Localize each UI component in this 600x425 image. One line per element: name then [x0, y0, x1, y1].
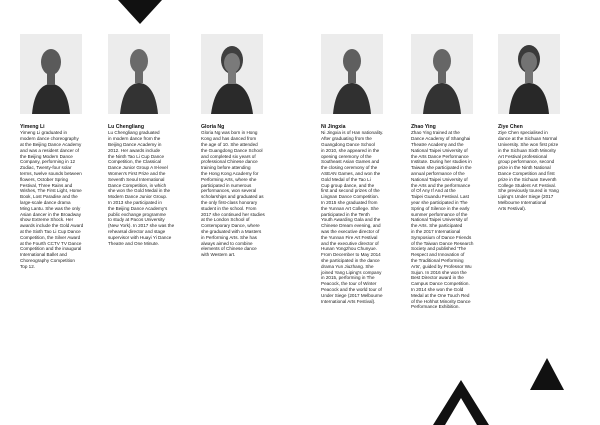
person-bio: Ziye Chen specialised in dance at the Sichuan Normal University. She won first prize in the Sichuan Sixth Minority Art Festival professional group performance, second prize in the Ninth National Dance Competition and first prize in the Sichuan Seventh College Student Art Festival. She previously toured in Yang Liping's Under Siege (2017 Melbourne International Arts Festival). — [498, 130, 559, 211]
portrait-photo — [201, 34, 263, 114]
person-bio: Gloria Ng was born in Hong Kong and has danced from the age of 10. She attended the Guangdong Dance School and completed six years of professional Chinese dance training before attending the Hong Kong Academy for Performing Arts, where she participated in numerous performances, won several scholarships and graduated as the only first-class honorary student in the school. From 2017 she continued her studies at the London School of Contemporary Dance, where she graduated with a Masters in Performing Arts. She has always aimed to combine elements of Chinese dance with Western art. — [201, 130, 265, 258]
portrait-photo — [321, 34, 383, 114]
profile-card — [498, 34, 586, 212]
person-bio: Lu Chengliang graduated in modern dance from the Beijing Dance Academy in 2012. Her awards include the Ninth Tao Li Cup Dance Competition, the Classical Dance Junior Group A 8-level Women's First Prize and the Seventh Seoul International Dance Competition, in which she won the Gold Medal in the Modern Dance Junior Group. In 2013 she participated in the Beijing Dance Academy's public exchange programme to study at Pacos University (New York). In 2017 she was the rehearsal director and stage supervisor with Huayi Yi Dance Theatre and One Minute. — [108, 130, 175, 246]
profile-card — [321, 34, 409, 304]
person-name: Ni Jingxia — [321, 124, 346, 130]
person-name: Yimeng Li — [20, 124, 45, 130]
decorative-triangle-right — [530, 358, 564, 390]
profile-card — [108, 34, 196, 246]
portrait-photo — [108, 34, 170, 114]
profile-card — [201, 34, 289, 258]
person-name: Zhao Ying — [411, 124, 436, 130]
decorative-triangle-cutout — [543, 392, 565, 412]
person-name: Ziye Chen — [498, 124, 523, 130]
person-bio: Zhao Ying trained at the Dance Academy of Shanghai Theatre Academy and the National Taipei University of the Arts Dance Performance Institute. During her studies in Taiwan she participated in the annual performance of the National Taipei University of the Arts and the performance of Of Any If And at the Taipei Guandu Festival. Last year she participated in The Spring of Silence in the early summer performance of the National Taipei University of the Arts. She participated in the 2017 International Symposium of Dance Friends of the Taiwan Dance Research Society and published 'The Respect and Innovation of the Traditional Performing Arts', guided by Professor Wu Sujun. In 2016 she won the Best Director award in the Campus Dance Competition. In 2014 she won the Gold Medal at the One Touch Red of the Hohhot Minority Dance Performance Exhibition. — [411, 130, 474, 310]
person-name: Gloria Ng — [201, 124, 225, 130]
profile-card — [20, 34, 108, 270]
person-bio: Ni Jingxia is of Han nationality. After graduating from the Guangdong Dance School in 2010, she appeared in the opening ceremony of the Southeast Asian Games and the closing ceremony of the ASEAN Games, and won the Gold Medal of the Tao Li Cup group dance, and the first and second prizes of the Lingnan Dance Competition. In 2015 she graduated from the Yunnan Art College. She participated in the Tenth Youth Awarding Gala and the Chinese Dream evening, and was the executive director of the Yunnan Fire Art Festival and the executive director of Hunan Yongzhou Chunyue. From December to May 2014 she participated in the dance drama Yun Jiuzhang. She joined Yang Liping's company in 2015, performing in The Peacock, the tour of Winter Peacock and the world tour of Under Siege (2017 Melbourne International Arts Festival). — [321, 130, 384, 304]
portrait-photo — [411, 34, 473, 114]
portrait-photo — [20, 34, 82, 114]
person-name: Lu Chengliang — [108, 124, 145, 130]
decorative-triangle-top — [118, 0, 162, 24]
person-bio: Yimeng Li graduated in modern dance choreography at the Beijing Dance Academy and was a resident dancer of the Beijing Modern Dance Company, performing in 12 Zodiac, Twenty-four solar terms, twelve sounds between flowers, October Spring Festival, Three Rains and Wishes, The First Light, Home Book, Lost Paradise and the large-scale dance drama Ming Lantu. She was the only Asian dancer in the Broadway show Extreme Shock. Her awards include the Gold Award at the Sixth Tao Li Cup Dance Competition, the Silver Award at the Fourth CCTV TV Dance Competition and the inaugural International Ballet and Choreography Competition Top 12. — [20, 130, 84, 269]
portrait-photo — [498, 34, 560, 114]
profile-card — [411, 34, 499, 310]
decorative-chevron — [433, 380, 489, 425]
